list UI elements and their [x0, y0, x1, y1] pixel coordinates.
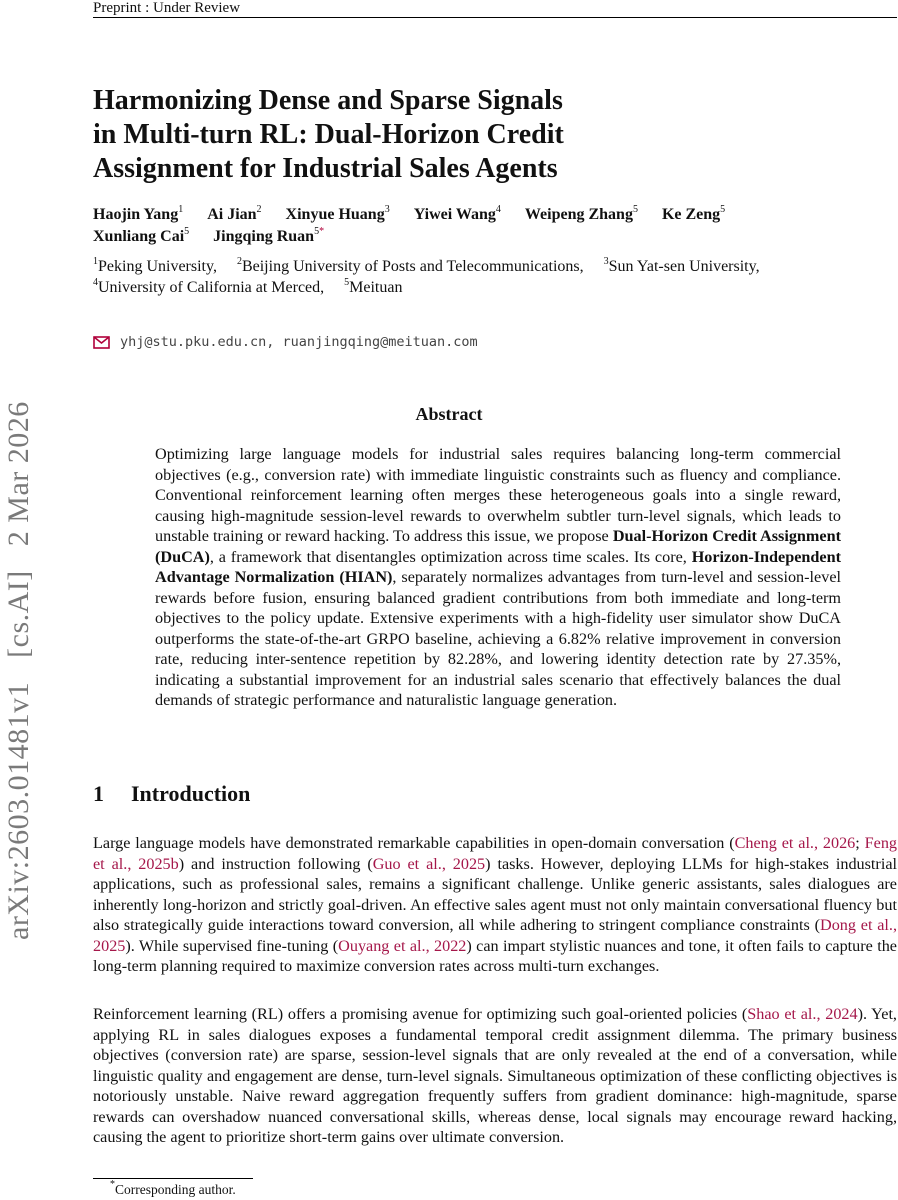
- header-rule: [93, 17, 897, 18]
- author: Haojin Yang$^1$: [93, 204, 184, 223]
- author: Yiwei Wang$^4$: [413, 204, 501, 223]
- footnote: *Corresponding author.: [110, 1179, 236, 1197]
- footnote-rule: [93, 1178, 253, 1179]
- affiliation-list: [93, 256, 760, 298]
- author: Xunliang Cai$^5$: [93, 226, 190, 245]
- author: Ke Zeng$^5$: [661, 204, 726, 223]
- title-line-2: in Multi-turn RL: Dual-Horizon Credit: [93, 119, 564, 150]
- author: Ai Jian$^2$: [207, 204, 262, 223]
- author-corresponding: Jingqing Ruan$^{5*}$: [213, 226, 325, 245]
- section-number: 1: [93, 781, 104, 806]
- citation-link[interactable]: Cheng et al., 2026: [734, 834, 856, 852]
- author: Xinyue Huang$^3$: [285, 204, 390, 223]
- intro-paragraph-1: Large language models have demonstrated remarkable capabilities in open-domain conversation (Cheng et al., 2026; Feng et al., 2025b) and instruction following (Guo et al., 2025) tasks. However, deploying LLMs for high-stakes industrial applications, such as professional sales, remains a significant challenge. Unlike generic assistants, sales dialogues are inherently long-horizon and strictly goal-driven. An effective sales agent must not only maintain conversational fluency but also strategically guide interactions toward conversion, all while adhering to stringent compliance constraints (Dong et al., 2025). While supervised fine-tuning (Ouyang et al., 2022) can impart stylistic nuances and tone, it often fails to capture the long-term planning required to maximize conversion rates across multi-turn exchanges.: [93, 834, 897, 975]
- affiliation: $^1$Peking University,: [93, 256, 217, 275]
- section-heading: [93, 781, 250, 807]
- arxiv-category: [cs.AI]: [2, 570, 35, 658]
- affiliation: $^3$Sun Yat-sen University,: [603, 256, 760, 275]
- affiliation: $^4$University of California at Merced,: [93, 277, 325, 296]
- citation-link[interactable]: Feng et al., 2025b: [93, 834, 897, 873]
- paper-title: [93, 84, 713, 186]
- arxiv-id: arXiv:2603.01481v1: [2, 681, 35, 940]
- citation-link[interactable]: Ouyang et al., 2022: [338, 936, 467, 955]
- affiliation: $^5$Meituan: [344, 277, 403, 296]
- abstract-body: Optimizing large language models for industrial sales requires balancing long-term commercial objectives (e.g., conversion rate) with immediate linguistic constraints such as fluency and compliance. Conventional reinforcement learning often merges these heterogeneous goals into a single reward, causing high-magnitude session-level rewards to overwhelm subtler turn-level signals, which leads to unstable training or reward hacking. To address this issue, we propose Dual-Horizon Credit Assignment (DuCA), a framework that disentangles optimization across time scales. Its core, Horizon-Independent Advantage Normalization (HIAN), separately normalizes advantages from turn-level and session-level rewards before fusion, ensuring balanced gradient contributions from both immediate and long-term objectives to the policy update. Extensive experiments with a high-fidelity user simulator show DuCA outperforms the state-of-the-art GRPO baseline, achieving a 6.82% relative improvement in conversion rate, reducing inter-sentence repetition by 82.28%, and lowering identity detection rate by 27.35%, indicating a substantial improvement for an industrial sales scenario that effectively balances the dual demands of strategic performance and naturalistic language generation.: [155, 445, 841, 709]
- section-title: Introduction: [131, 781, 251, 806]
- intro-paragraph-2: Reinforcement learning (RL) offers a promising avenue for optimizing such goal-oriented policies (Shao et al., 2024). Yet, applying RL in sales dialogues exposes a fundamental temporal credit assignment dilemma. The primary business objectives (conversion rate) are sparse, session-level signals that are only revealed at the end of a conversation, while linguistic quality and engagement are dense, turn-level signals. Simultaneous optimization of these conflicting objectives is notoriously unstable. Naive reward aggregation frequently suffers from gradient dominance: high-magnitude, sparse rewards can overshadow nuanced conversational skills, whereas dense, local signals may encourage reward hacking, causing the agent to prioritize short-term gains over ultimate conversion.: [93, 1005, 897, 1146]
- citation-link[interactable]: Shao et al., 2024: [747, 1005, 858, 1023]
- arxiv-sidebar-stamp: [2, 401, 36, 940]
- author-list: [93, 204, 725, 248]
- running-header: Preprint : Under Review: [93, 0, 241, 16]
- author: Weipeng Zhang$^5$: [524, 204, 638, 223]
- title-line-3: Assignment for Industrial Sales Agents: [93, 153, 558, 184]
- abstract-heading: Abstract: [415, 404, 483, 424]
- arxiv-date: 2 Mar 2026: [2, 401, 35, 547]
- affiliation: $^2$Beijing University of Posts and Telecommunications,: [236, 256, 584, 275]
- contact-email[interactable]: [93, 334, 478, 350]
- email-text[interactable]: yhj@stu.pku.edu.cn, ruanjingqing@meituan.com: [120, 334, 478, 350]
- citation-link[interactable]: Dong et al., 2025: [93, 916, 897, 955]
- citation-link[interactable]: Guo et al., 2025: [372, 854, 486, 873]
- envelope-icon: [93, 336, 110, 349]
- title-line-1: Harmonizing Dense and Sparse Signals: [93, 85, 563, 116]
